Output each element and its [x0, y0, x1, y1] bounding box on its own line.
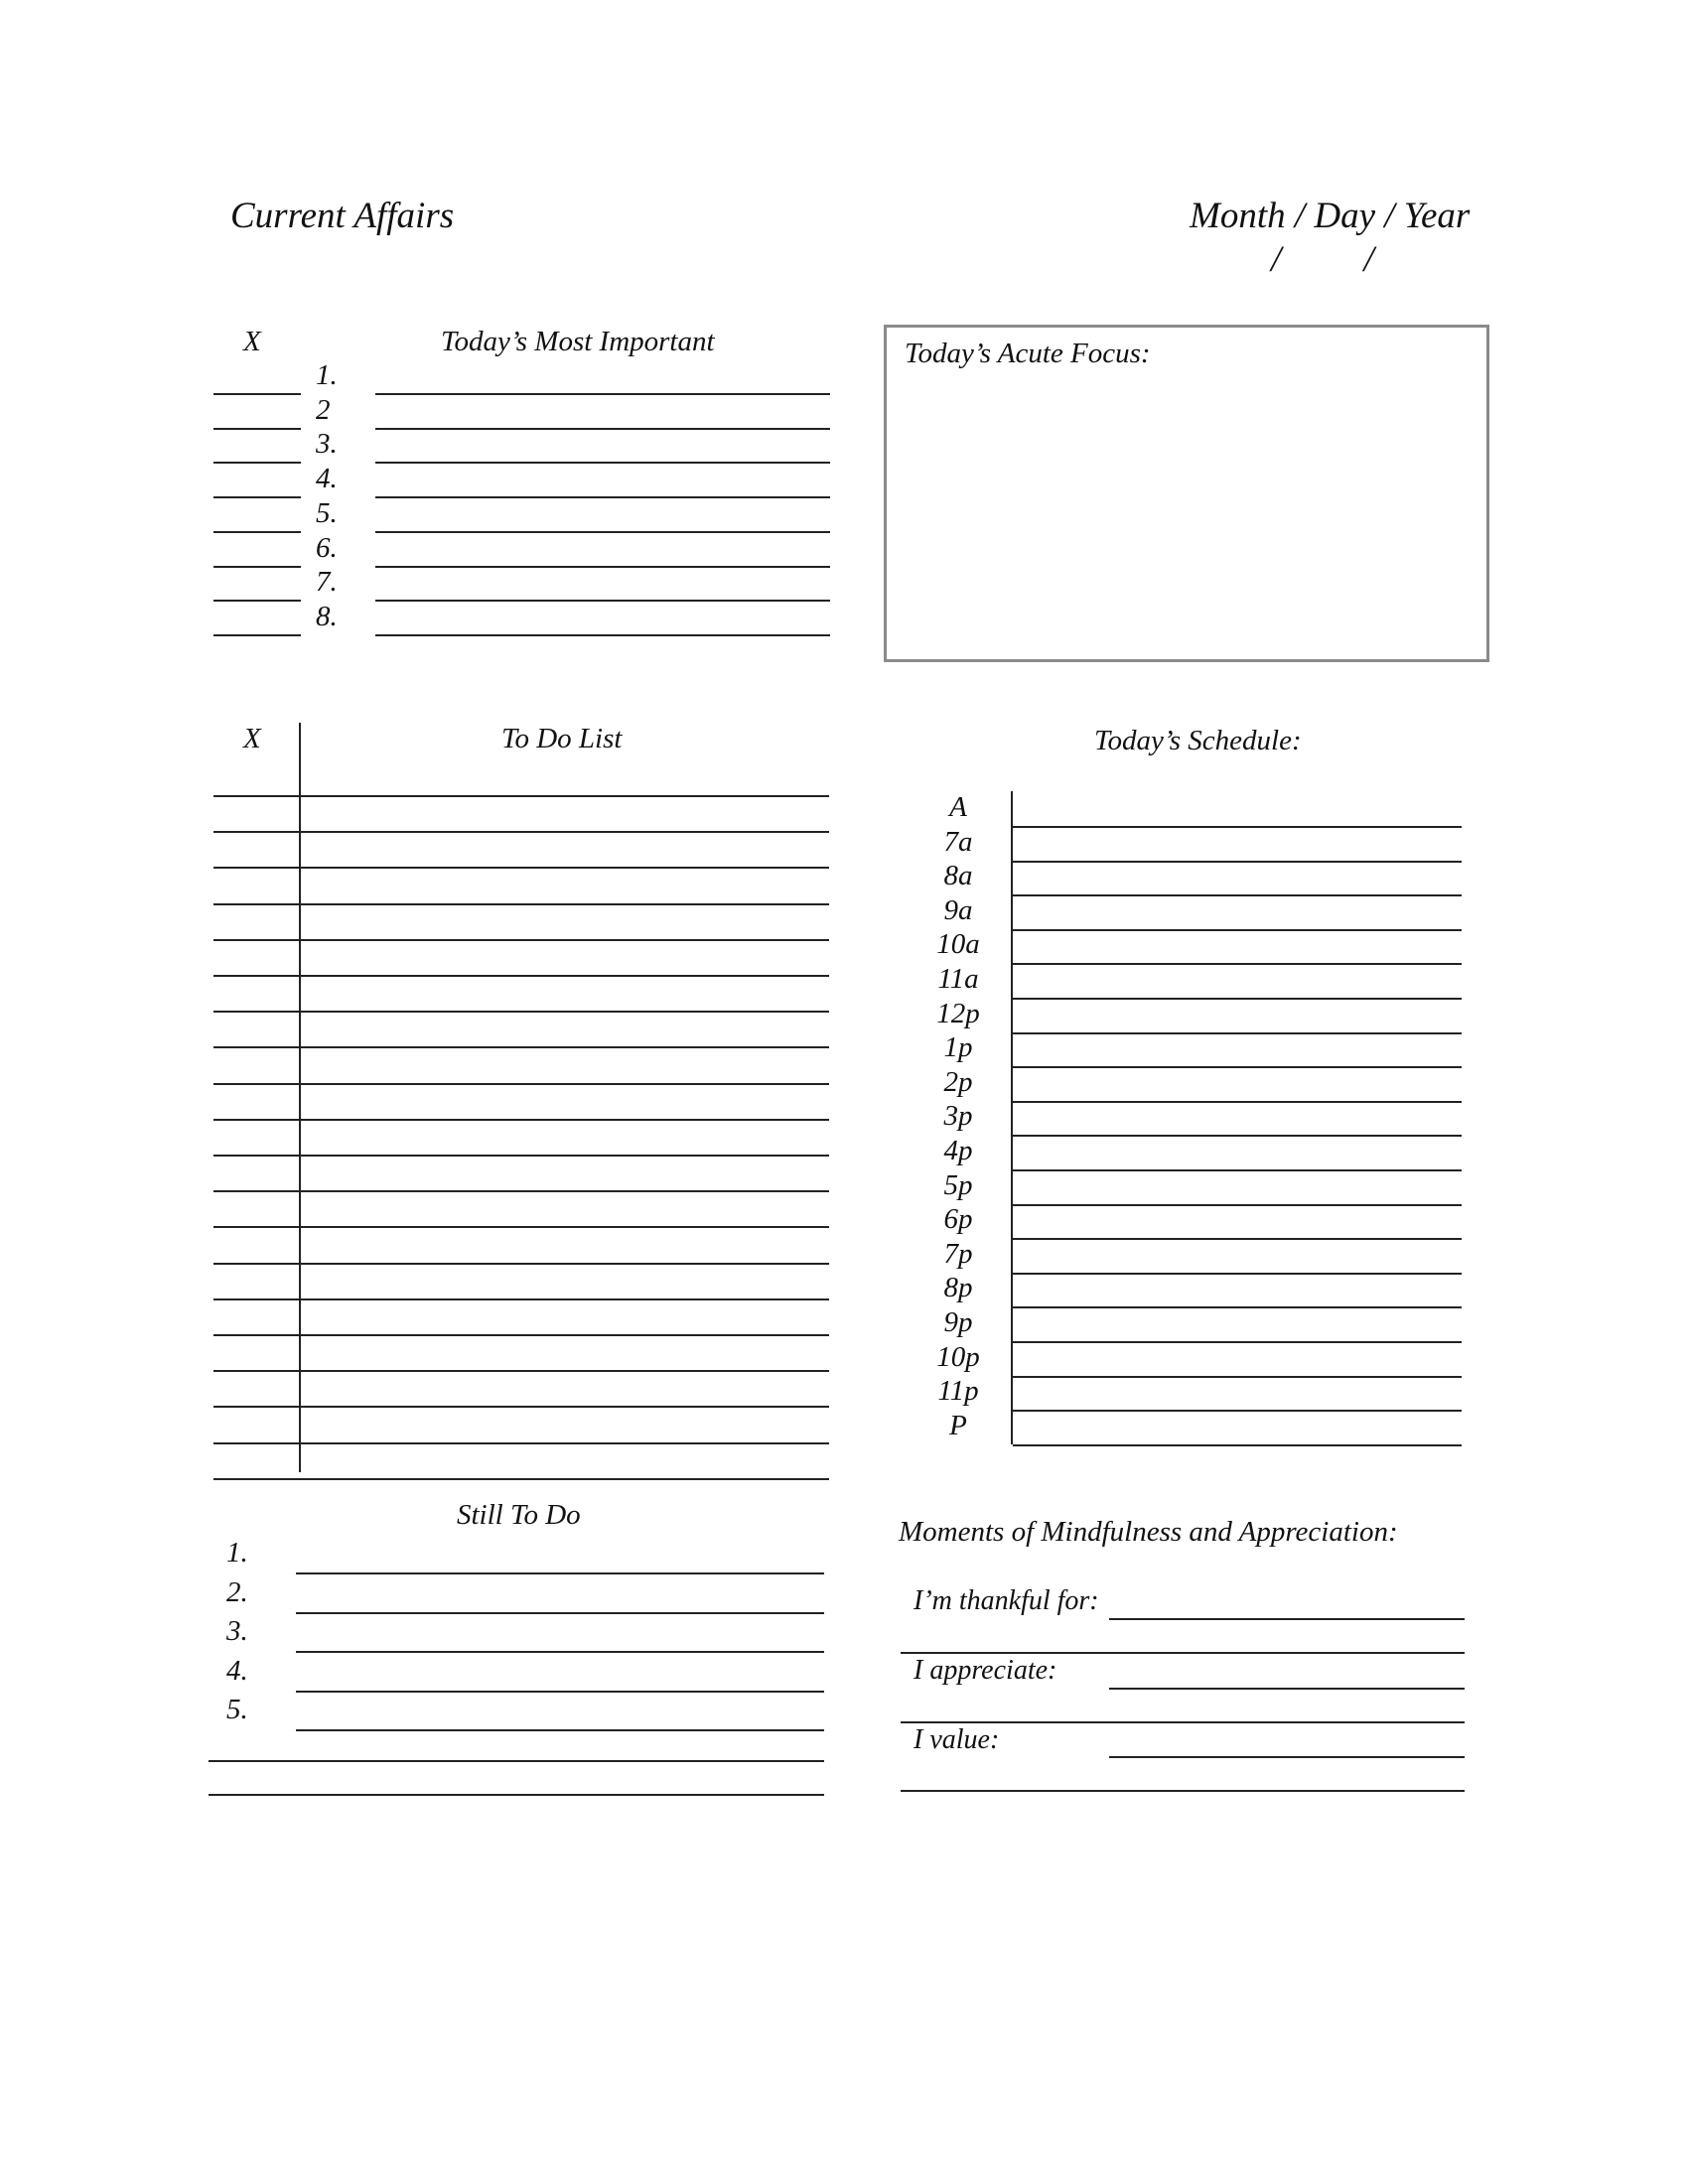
schedule-time-label: 1p	[943, 1031, 973, 1064]
most-important-line[interactable]	[375, 531, 830, 533]
todo-row-line[interactable]	[213, 867, 829, 869]
todo-row-line[interactable]	[213, 1334, 829, 1336]
schedule-slot-line[interactable]	[1013, 1238, 1462, 1240]
schedule-time-label: 8a	[943, 860, 973, 892]
most-important-check-line[interactable]	[213, 634, 301, 636]
still-todo-line[interactable]	[296, 1729, 824, 1731]
schedule-time-label: 3p	[943, 1100, 973, 1133]
schedule-time-label: P	[949, 1409, 967, 1441]
schedule-time-label: 7p	[943, 1237, 973, 1270]
date-slashes: / /	[1271, 239, 1374, 280]
appreciate-field[interactable]	[1109, 1688, 1465, 1690]
todo-row-line[interactable]	[213, 1190, 829, 1192]
todo-title: To Do List	[501, 723, 623, 754]
value-field[interactable]	[1109, 1756, 1465, 1758]
still-todo-line[interactable]	[296, 1651, 824, 1653]
most-important-line[interactable]	[375, 634, 830, 636]
date-label: Month / Day / Year	[1190, 196, 1471, 236]
schedule-time-label: 4p	[943, 1135, 973, 1166]
schedule-slot-line[interactable]	[1013, 1101, 1462, 1103]
most-important-number: 6.	[316, 531, 338, 564]
schedule-slot-line[interactable]	[1013, 861, 1462, 863]
schedule-slot-line[interactable]	[1013, 894, 1462, 896]
todo-row-line[interactable]	[213, 1119, 829, 1121]
appreciate-field-continued[interactable]	[901, 1721, 1465, 1723]
schedule-time-label: 2p	[943, 1065, 973, 1098]
most-important-title: Today’s Most Important	[441, 326, 715, 357]
schedule-slot-line[interactable]	[1013, 1135, 1462, 1137]
schedule-time-label: 11p	[937, 1375, 979, 1408]
todo-row-line[interactable]	[213, 831, 829, 833]
schedule-slot-line[interactable]	[1013, 826, 1462, 828]
todo-row-line[interactable]	[213, 939, 829, 941]
todo-row-line[interactable]	[213, 795, 829, 797]
schedule-time-label: 6p	[943, 1203, 973, 1236]
acute-focus-label: Today’s Acute Focus:	[905, 338, 1151, 369]
most-important-line[interactable]	[375, 428, 830, 430]
most-important-check-line[interactable]	[213, 531, 301, 533]
schedule-slot-line[interactable]	[1013, 1273, 1462, 1275]
most-important-check-line[interactable]	[213, 462, 301, 464]
most-important-check-line[interactable]	[213, 428, 301, 430]
schedule-slot-line[interactable]	[1013, 1306, 1462, 1308]
still-todo-number: 4.	[226, 1654, 248, 1687]
most-important-line[interactable]	[375, 496, 830, 498]
still-todo-number: 3.	[226, 1615, 248, 1647]
most-important-number: 8.	[316, 600, 338, 632]
schedule-slot-line[interactable]	[1013, 929, 1462, 931]
most-important-number: 1.	[316, 359, 338, 391]
todo-divider	[299, 723, 301, 1472]
todo-row-line[interactable]	[213, 1155, 829, 1157]
most-important-number: 5.	[316, 496, 338, 529]
schedule-slot-line[interactable]	[1013, 963, 1462, 965]
mindfulness-title: Moments of Mindfulness and Appreciation:	[899, 1516, 1398, 1548]
schedule-slot-line[interactable]	[1013, 1169, 1462, 1171]
schedule-time-label: 9a	[943, 893, 973, 926]
todo-row-line[interactable]	[213, 1478, 829, 1480]
todo-row-line[interactable]	[213, 1406, 829, 1408]
todo-row-line[interactable]	[213, 1083, 829, 1085]
schedule-time-label: 9p	[943, 1306, 973, 1338]
most-important-check-line[interactable]	[213, 600, 301, 602]
schedule-time-label: 10a	[936, 928, 980, 961]
todo-row-line[interactable]	[213, 1226, 829, 1228]
schedule-slot-line[interactable]	[1013, 1066, 1462, 1068]
appreciate-label: I appreciate:	[914, 1655, 1057, 1686]
most-important-check-line[interactable]	[213, 496, 301, 498]
todo-row-line[interactable]	[213, 1442, 829, 1444]
todo-row-line[interactable]	[213, 1011, 829, 1013]
schedule-time-label: 7a	[943, 825, 973, 858]
thankful-label: I’m thankful for:	[914, 1585, 1099, 1616]
value-label: I value:	[914, 1724, 1000, 1755]
still-todo-extra-line[interactable]	[209, 1760, 824, 1762]
most-important-check-header: X	[243, 326, 261, 357]
still-todo-line[interactable]	[296, 1612, 824, 1614]
schedule-time-label: 5p	[943, 1168, 973, 1201]
most-important-line[interactable]	[375, 462, 830, 464]
schedule-time-label: A	[949, 791, 967, 823]
schedule-slot-line[interactable]	[1013, 1410, 1462, 1412]
still-todo-number: 5.	[226, 1694, 248, 1725]
schedule-time-label: 12p	[936, 997, 980, 1029]
todo-row-line[interactable]	[213, 1370, 829, 1372]
schedule-slot-line[interactable]	[1013, 1341, 1462, 1343]
value-field-continued[interactable]	[901, 1790, 1465, 1792]
schedule-slot-line[interactable]	[1013, 1444, 1462, 1446]
todo-row-line[interactable]	[213, 903, 829, 905]
schedule-title: Today’s Schedule:	[1094, 725, 1302, 756]
most-important-line[interactable]	[375, 600, 830, 602]
schedule-time-label: 8p	[943, 1272, 973, 1304]
todo-row-line[interactable]	[213, 975, 829, 977]
most-important-number: 2	[316, 393, 331, 426]
most-important-check-line[interactable]	[213, 566, 301, 568]
most-important-number: 3.	[316, 428, 338, 461]
schedule-time-label: 10p	[936, 1340, 980, 1373]
todo-check-header: X	[243, 723, 261, 754]
most-important-number: 4.	[316, 463, 338, 495]
page-title: Current Affairs	[230, 196, 455, 236]
still-todo-line[interactable]	[296, 1572, 824, 1574]
thankful-field[interactable]	[1109, 1618, 1465, 1620]
schedule-slot-line[interactable]	[1013, 1032, 1462, 1034]
todo-row-line[interactable]	[213, 1263, 829, 1265]
schedule-slot-line[interactable]	[1013, 1204, 1462, 1206]
schedule-slot-line[interactable]	[1013, 1376, 1462, 1378]
acute-focus-box[interactable]	[884, 325, 1489, 662]
most-important-line[interactable]	[375, 393, 830, 395]
schedule-slot-line[interactable]	[1013, 998, 1462, 1000]
still-todo-number: 2.	[226, 1575, 248, 1608]
most-important-check-line[interactable]	[213, 393, 301, 395]
schedule-time-label: 11a	[937, 963, 979, 995]
still-todo-number: 1.	[226, 1537, 248, 1569]
most-important-line[interactable]	[375, 566, 830, 568]
most-important-number: 7.	[316, 566, 338, 599]
still-todo-title: Still To Do	[457, 1499, 581, 1531]
still-todo-line[interactable]	[296, 1691, 824, 1693]
todo-row-line[interactable]	[213, 1298, 829, 1300]
todo-row-line[interactable]	[213, 1046, 829, 1048]
still-todo-extra-line[interactable]	[209, 1794, 824, 1796]
thankful-field-continued[interactable]	[901, 1652, 1465, 1654]
